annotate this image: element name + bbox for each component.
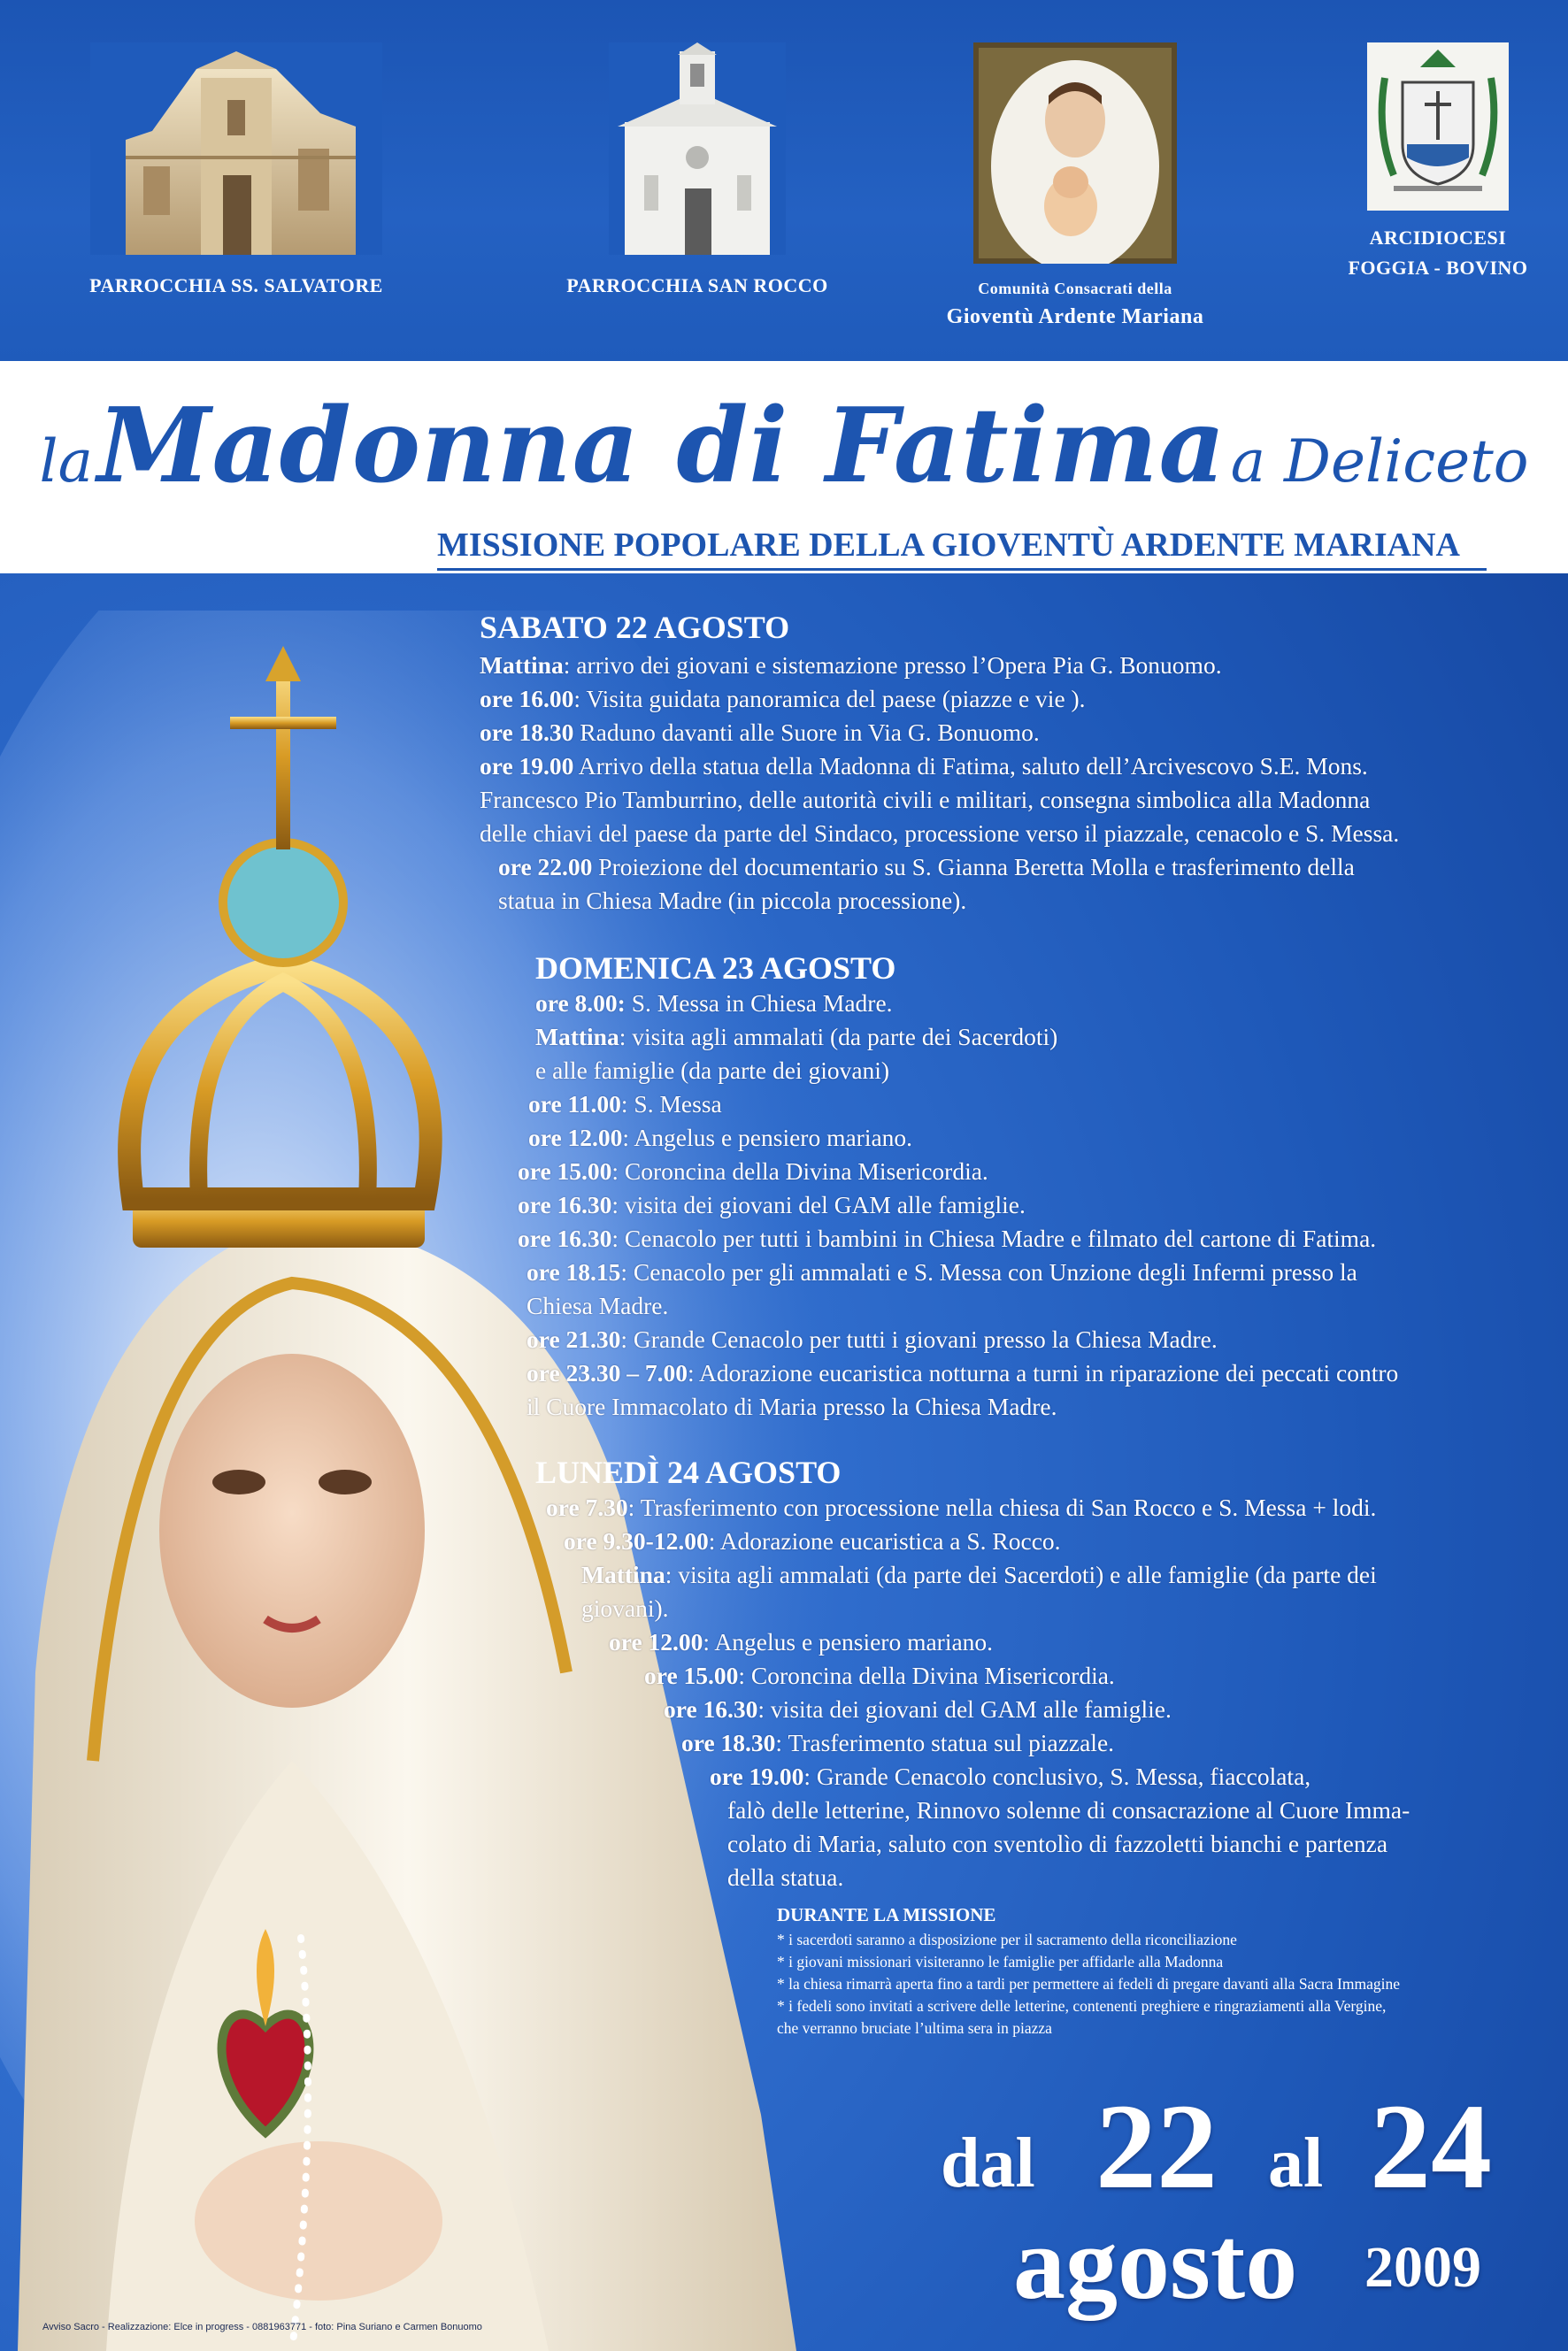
program-line: ore 19.00: Grande Cenacolo conclusivo, S. Messa, fiaccolata,: [710, 1763, 1311, 1790]
logo-label: PARROCCHIA SAN ROCCO: [566, 274, 828, 296]
logo-label-line2: Gioventù Ardente Mariana: [946, 305, 1204, 328]
program-line: colato di Maria, saluto con sventolìo di fazzoletti bianchi e partenza: [727, 1830, 1388, 1857]
program-line: ore 9.30-12.00: Adorazione eucaristica a S. Rocco.: [564, 1527, 1061, 1555]
program-line: Mattina: arrivo dei giovani e sistemazione presso l’Opera Pia G. Bonuomo.: [480, 651, 1222, 679]
header: [0, 0, 1568, 361]
program-line: Mattina: visita agli ammalati (da parte dei Sacerdoti): [535, 1023, 1058, 1050]
program-line: Mattina: visita agli ammalati (da parte dei Sacerdoti) e alle famiglie (da parte dei: [581, 1561, 1377, 1588]
date-year: 2009: [1364, 2235, 1481, 2300]
program-line: Francesco Pio Tamburrino, delle autorità civili e militari, consegna simbolica alla Madonna: [480, 786, 1371, 813]
program-line: ore 22.00 Proiezione del documentario su S. Gianna Beretta Molla e trasferimento della: [498, 853, 1355, 880]
title-main: Madonna di Fatima: [97, 386, 1226, 506]
program-line: ore 12.00: Angelus e pensiero mariano.: [528, 1124, 913, 1151]
title-pre: la: [39, 427, 93, 496]
madonna-child-painting: [973, 42, 1177, 264]
day-heading: DOMENICA 23 AGOSTO: [535, 950, 896, 986]
notes-heading: DURANTE LA MISSIONE: [777, 1904, 996, 1925]
program-line: ore 8.00: S. Messa in Chiesa Madre.: [535, 989, 893, 1017]
title-band: [0, 361, 1568, 573]
program-line: ore 16.30: visita dei giovani del GAM alle famiglie.: [518, 1191, 1026, 1218]
program-line: ore 15.00: Coroncina della Divina Misericordia.: [644, 1662, 1115, 1689]
subtitle: MISSIONE POPOLARE DELLA GIOVENTÙ ARDENTE MARIANA: [437, 526, 1487, 571]
program-line: ore 18.30 Raduno davanti alle Suore in Via G. Bonuomo.: [480, 718, 1040, 746]
day-heading: LUNEDÌ 24 AGOSTO: [535, 1455, 842, 1490]
program-line: statua in Chiesa Madre (in piccola processione).: [498, 887, 967, 914]
logo-label-line2: FOGGIA - BOVINO: [1348, 257, 1528, 279]
program-line: ore 23.30 – 7.00: Adorazione eucaristica notturna a turni in riparazione dei peccati contro: [527, 1359, 1399, 1387]
program-line: giovani).: [581, 1594, 669, 1622]
program-line: ore 11.00: S. Messa: [528, 1090, 722, 1118]
white-church-icon: [609, 42, 786, 255]
logo-parrocchia-salvatore: [64, 42, 409, 297]
program-line: il Cuore Immacolato di Maria presso la Chiesa Madre.: [527, 1393, 1057, 1420]
program-line: ore 18.15: Cenacolo per gli ammalati e S. Messa con Unzione degli Infermi presso la: [527, 1258, 1357, 1286]
program-line: ore 18.30: Trasferimento statua sul piazzale.: [681, 1729, 1115, 1756]
program-line: ore 16.30: Cenacolo per tutti i bambini in Chiesa Madre e filmato del cartone di Fatima.: [518, 1225, 1377, 1252]
church-facade-icon: [90, 42, 382, 255]
note-item: * i giovani missionari visiteranno le famiglie per affidarle alla Madonna: [777, 1953, 1224, 1971]
logo-comunita-gam: [911, 42, 1239, 329]
program-line: ore 21.30: Grande Cenacolo per tutti i giovani presso la Chiesa Madre.: [527, 1325, 1218, 1353]
program-line: ore 15.00: Coroncina della Divina Misericordia.: [518, 1157, 988, 1185]
program-line: falò delle letterine, Rinnovo solenne di consacrazione al Cuore Imma-: [727, 1796, 1410, 1824]
coat-of-arms: [1367, 42, 1509, 211]
date-start: 22: [1095, 2078, 1218, 2214]
note-item: che verranno bruciate l’ultima sera in piazza: [777, 2019, 1052, 2037]
logo-parrocchia-san-rocco: [538, 42, 857, 297]
note-item: * i fedeli sono invitati a scrivere delle letterine, contenenti preghiere e ringraziamenti alla Vergine,: [777, 1997, 1387, 2015]
program-line: ore 7.30: Trasferimento con processione nella chiesa di San Rocco e S. Messa + lodi.: [546, 1494, 1377, 1521]
title-post: a Deliceto: [1230, 427, 1529, 496]
program-line: ore 19.00 Arrivo della statua della Madonna di Fatima, saluto dell’Arcivescovo S.E. Mons.: [480, 752, 1368, 780]
logo-label: PARROCCHIA SS. SALVATORE: [89, 274, 383, 296]
date-month: agosto: [1013, 2205, 1298, 2321]
logo-label-line1: ARCIDIOCESI: [1369, 227, 1507, 249]
program-line: ore 16.00: Visita guidata panoramica del paese (piazze e vie ).: [480, 685, 1086, 712]
logo-arcidiocesi: [1327, 42, 1549, 280]
program-line: ore 16.30: visita dei giovani del GAM alle famiglie.: [664, 1695, 1172, 1723]
program-line: della statua.: [727, 1863, 844, 1891]
program-line: e alle famiglie (da parte dei giovani): [535, 1056, 890, 1084]
program-line: delle chiavi del paese da parte del Sindaco, processione verso il piazzale, cenacolo e S. Messa.: [480, 819, 1400, 847]
program-line: Chiesa Madre.: [527, 1292, 669, 1319]
note-item: * i sacerdoti saranno a disposizione per il sacramento della riconciliazione: [777, 1931, 1237, 1948]
credits: Avviso Sacro - Realizzazione: Elce in progress - 0881963771 - foto: Pina Suriano e Carmen Bonuomo: [42, 2322, 482, 2332]
date-end: 24: [1370, 2078, 1492, 2214]
note-item: * la chiesa rimarrà aperta fino a tardi per permettere ai fedeli di pregare davanti alla Sacra Immagine: [777, 1975, 1401, 1993]
program-line: ore 12.00: Angelus e pensiero mariano.: [609, 1628, 994, 1656]
date-dal: dal: [941, 2124, 1035, 2202]
date-al: al: [1268, 2124, 1324, 2202]
page-title: [0, 386, 1568, 506]
logo-label-line1: Comunità Consacrati della: [978, 280, 1172, 297]
day-heading: SABATO 22 AGOSTO: [480, 610, 790, 645]
